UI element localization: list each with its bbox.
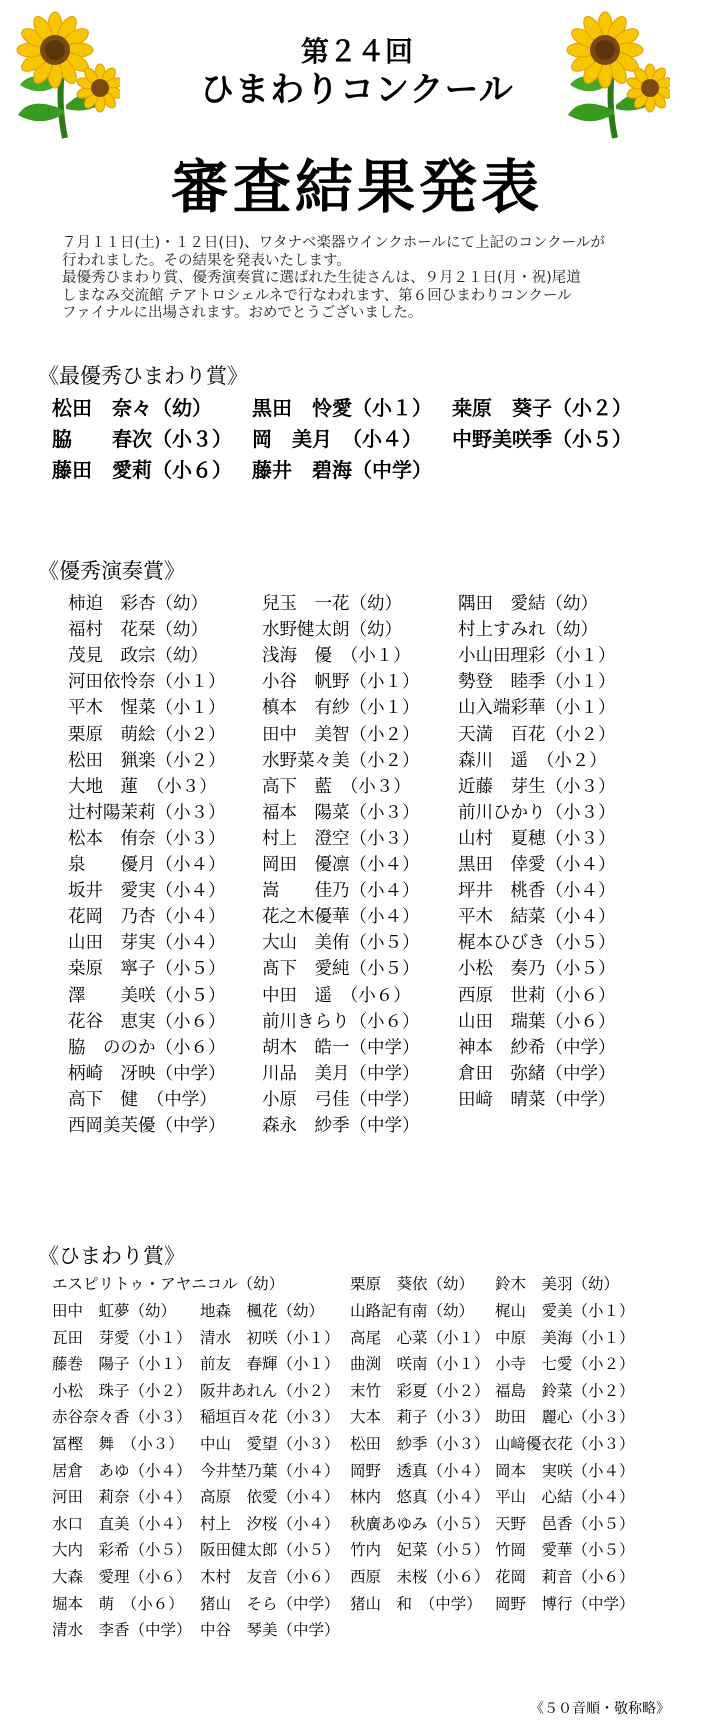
winner-entry: 坪井 桃香（小４） [458, 881, 616, 902]
winner-entry: 福村 花栞（幼） [68, 620, 208, 641]
winner-entry: 阪井あれん（小２） [200, 1381, 340, 1400]
winner-entry: 髙下 愛純（小５） [262, 959, 420, 980]
winner-entry: 茂見 政宗（幼） [68, 646, 208, 667]
winner-entry: 嵩 佳乃（小４） [262, 881, 420, 902]
winner-entry: 小松 奏乃（小５） [458, 959, 616, 980]
winner-entry: 坂井 愛実（小４） [68, 881, 226, 902]
footnote: 《５０音順・敬称略》 [530, 1701, 670, 1717]
winner-entry: 大森 愛理（小６） [52, 1568, 192, 1586]
winner-entry: 中山 愛望（小３） [200, 1435, 340, 1453]
winner-entry: 小山田理彩（小１） [458, 646, 616, 667]
winner-entry: 川品 美月（中学） [262, 1063, 420, 1084]
winner-entry: 松田 紗季（小３） [350, 1435, 490, 1453]
winner-entry: 胡木 皓一（中学） [262, 1037, 420, 1058]
winner-entry: 中野美咲季（小５） [452, 427, 632, 451]
winner-entry: 栗原 葵依（幼） [350, 1275, 475, 1293]
winner-entry: 山村 夏穂（小３） [458, 828, 616, 849]
winner-entry: 赤谷奈々香（小３） [52, 1408, 192, 1427]
winner-entry: 田中 美智（小２） [262, 724, 420, 745]
winner-entry: 西原 未桜（小６） [350, 1568, 490, 1586]
contest-name: ひまわりコンクール [200, 70, 514, 110]
winner-entry: 近藤 芽生（小３） [458, 776, 616, 797]
winner-entry: 岡野 博行（中学） [495, 1594, 635, 1613]
winner-entry: 山路記有南（幼） [350, 1302, 475, 1320]
winner-entry: 平木 惺菜（小１） [68, 698, 226, 719]
winner-entry: 岡田 優凛（小４） [262, 855, 420, 875]
winner-entry: 泉 優月（小４） [68, 855, 226, 875]
winner-entry: 村上 汐桜（小４） [200, 1514, 340, 1533]
winner-entry: 山田 芽実（小４） [68, 933, 226, 954]
winner-entry: 勢登 睦季（小１） [458, 672, 616, 693]
winner-entry: 岡 美月 （小４） [252, 427, 422, 451]
winner-entry: 高原 依愛（小４） [200, 1488, 340, 1507]
winner-entry: 猪山 そら（中学） [200, 1594, 340, 1613]
winner-entry: 藤井 碧海（中学） [252, 458, 432, 482]
winner-entry: 倉田 弥緒（中学） [458, 1063, 616, 1084]
winner-entry: 森川 遥 （小２） [458, 750, 607, 771]
winner-entry: 福本 陽菜（小３） [262, 802, 420, 823]
winner-entry: 瓦田 芽愛（小１） [52, 1328, 192, 1347]
intro-line: 最優秀ひまわり賞、優秀演奏賞に選ばれた生徒さんは、９月２１日(月・祝)尾道 [62, 270, 581, 286]
winner-entry: 浅海 優 （小１） [262, 646, 411, 667]
winner-entry: 中谷 琴美（中学） [200, 1621, 340, 1640]
winner-entry: 中田 遥 （小６） [262, 985, 411, 1006]
winner-entry: 高下 健 （中学） [68, 1089, 217, 1110]
winner-entry: 中原 美海（小１） [495, 1328, 635, 1347]
winner-entry: 河田 莉奈（小４） [52, 1488, 192, 1507]
winner-entry: 山田 瑞葉（小６） [458, 1011, 616, 1032]
event-number: 第２４回 [300, 35, 413, 68]
grand-prize-heading: 《最優秀ひまわり賞》 [38, 364, 248, 388]
winner-entry: 竹内 妃菜（小５） [350, 1541, 490, 1560]
winner-entry: 前川ひかり（小３） [458, 802, 616, 823]
winner-entry: 水口 直美（小４） [52, 1514, 192, 1533]
winner-entry: 西原 世莉（小６） [458, 985, 616, 1006]
winner-entry: 澤 美咲（小５） [68, 985, 226, 1006]
intro-paragraph [62, 235, 662, 323]
winner-entry: 堀本 萌 （小６） [52, 1594, 184, 1613]
winner-entry: 曲渕 咲南（小１） [350, 1355, 490, 1374]
page-title: 審査結果発表 [170, 153, 543, 221]
winner-entry: 槙本 有紗（小１） [262, 698, 420, 719]
winner-entry: 梶山 愛美（小１） [495, 1302, 635, 1320]
intro-line: ファイナルに出場されます。おめでとうございました。 [62, 305, 423, 321]
winner-entry: 冨樫 舞 （小３） [52, 1435, 184, 1453]
winner-entry: 神本 紗希（中学） [458, 1037, 616, 1058]
winner-entry: 栗原 萌絵（小２） [68, 724, 226, 745]
winner-entry: 水野健太朗（幼） [262, 620, 402, 641]
intro-line: しまなみ交流館 テアトロシェルネで行なわれます、第６回ひまわりコンクール [62, 287, 572, 304]
winner-entry: 天満 百花（小２） [458, 724, 616, 745]
winner-entry: 小原 弓佳（中学） [262, 1089, 420, 1110]
winner-entry: 松本 侑奈（小３） [68, 828, 226, 849]
winner-entry: 竹岡 愛華（小５） [495, 1541, 635, 1560]
winner-entry: 柿迫 彩杏（幼） [68, 594, 208, 614]
winner-entry: 山﨑優衣花（小３） [495, 1435, 635, 1453]
winner-entry: 松田 猟楽（小２） [68, 750, 226, 771]
winner-entry: 清水 李香（中学） [52, 1621, 192, 1640]
winner-entry: 桒原 寧子（小５） [68, 959, 226, 980]
winner-entry: 高尾 心菜（小１） [350, 1328, 490, 1347]
winner-entry: 林内 悠真（小４） [350, 1488, 490, 1507]
winner-entry: 前友 春輝（小１） [200, 1355, 340, 1374]
winner-entry: 花谷 恵実（小６） [68, 1011, 226, 1032]
winner-entry: 辻村陽茉莉（小３） [68, 802, 226, 823]
winner-entry: 黒田 怜愛（小１） [252, 396, 432, 420]
winner-entry: 田﨑 晴菜（中学） [458, 1089, 616, 1110]
winner-entry: 天野 邑香（小５） [495, 1514, 635, 1533]
winner-entry: 森永 紗季（中学） [262, 1116, 420, 1136]
winner-entry: 小谷 帆野（小１） [262, 672, 420, 693]
winner-entry: 河田依怜奈（小１） [68, 672, 226, 693]
winner-entry: 脇 ののか（小６） [68, 1037, 226, 1058]
winner-entry: 大地 蓮 （小３） [68, 776, 217, 797]
winner-entry: 松田 奈々（幼） [52, 396, 212, 420]
winner-entry: 岡本 実咲（小４） [495, 1461, 635, 1480]
winner-entry: 柄崎 冴映（中学） [68, 1063, 226, 1084]
winner-entry: 稲垣百々花（小３） [200, 1408, 340, 1427]
winner-entry: 平山 心結（小４） [495, 1488, 635, 1507]
winner-entry: 村上 澄空（小３） [262, 828, 420, 849]
winner-entry: 助田 麗心（小３） [495, 1408, 635, 1427]
winner-entry: 今井埜乃葉（小４） [200, 1461, 340, 1480]
intro-line: 行われました。その結果を発表いたします。 [62, 252, 351, 269]
winner-entry: 花岡 莉音（小６） [495, 1568, 635, 1586]
winner-entry: 猪山 和 （中学） [350, 1594, 482, 1613]
winner-entry: 小寺 七愛（小２） [495, 1355, 635, 1374]
winner-entry: 水野菜々美（小２） [262, 750, 420, 771]
winner-entry: 木村 友音（小６） [200, 1568, 340, 1586]
winner-entry: 高下 藍 （小３） [262, 776, 411, 797]
winner-entry: 花之木優華（小４） [262, 907, 420, 928]
winner-entry: 地森 楓花（幼） [200, 1302, 325, 1320]
winner-entry: 居倉 あゆ（小４） [52, 1461, 192, 1480]
excellent-heading: 《優秀演奏賞》 [38, 559, 185, 583]
winner-entry: 田中 虹夢（幼） [52, 1302, 177, 1320]
winner-entry: 兒玉 一花（幼） [262, 594, 402, 614]
winner-entry: 清水 初咲（小１） [200, 1328, 340, 1347]
winner-entry: 村上すみれ（幼） [458, 620, 598, 641]
winner-entry: 花岡 乃杏（小４） [68, 907, 226, 928]
winner-entry: 隅田 愛結（幼） [458, 594, 598, 614]
winner-entry: 西岡美芙優（中学） [68, 1116, 226, 1136]
winner-entry: 大本 莉子（小３） [350, 1408, 490, 1427]
winner-entry: 岡野 透真（小４） [350, 1461, 490, 1480]
winner-entry: 桒原 葵子（小２） [452, 396, 632, 420]
winner-entry: 平木 結菜（小４） [458, 907, 616, 928]
winner-entry: 鈴木 美羽（幼） [495, 1275, 620, 1293]
winner-entry: 末竹 彩夏（小２） [350, 1381, 490, 1400]
winner-entry: 阪田健太郎（小５） [200, 1541, 340, 1560]
winner-entry: 脇 春次（小３） [52, 427, 232, 451]
winner-entry: 秋廣あゆみ（小５） [350, 1514, 490, 1533]
winner-entry: 藤巻 陽子（小１） [52, 1355, 192, 1374]
winner-entry: 小松 珠子（小２） [52, 1381, 192, 1400]
winner-entry: 前川きらり（小６） [262, 1011, 420, 1032]
winner-entry: エスピリトゥ・アヤニコル（幼） [52, 1275, 285, 1293]
winner-entry: 大山 美侑（小５） [262, 933, 420, 954]
winner-entry: 大内 彩希（小５） [52, 1541, 192, 1560]
winner-entry: 山入端彩華（小１） [458, 698, 616, 719]
intro-line: ７月１１日(土)・１２日(日)、ワタナベ楽器ウインクホールにて上記のコンクールが [62, 235, 605, 251]
winner-entry: 梶本ひびき（小５） [458, 933, 616, 954]
winner-entry: 黒田 倖愛（小４） [458, 855, 616, 875]
winner-entry: 福島 鈴菜（小２） [495, 1381, 635, 1400]
himawari-heading: 《ひまわり賞》 [38, 1244, 185, 1268]
winner-entry: 藤田 愛莉（小６） [52, 458, 232, 482]
